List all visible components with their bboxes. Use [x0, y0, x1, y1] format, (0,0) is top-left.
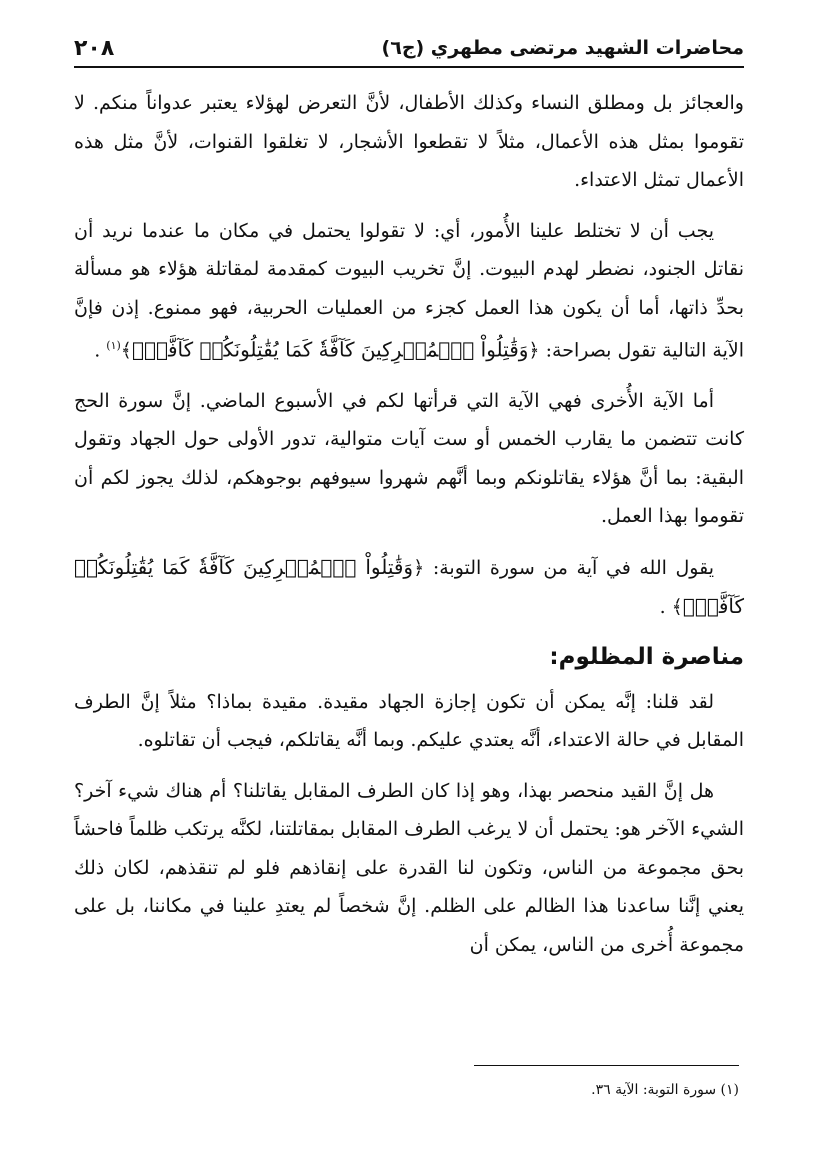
quran-bracket-close: ﴾ — [120, 339, 132, 362]
paragraph-5: لقد قلنا: إنَّه يمكن أن تكون إجازة الجهاد مقيدة. مقيدة بماذا؟ مثلاً إنَّ الطرف المقابل في حالة الاعتداء، أنَّه يعتدي عليكم. وبما أنَّه يقاتلكم، فيجب أن تقاتلوه. — [74, 690, 744, 752]
footnote: (١) سورة التوبة: الآية ٣٦. — [591, 1082, 739, 1098]
quran-verse: وَقَٰتِلُواْ ٱلۡمُشۡرِكِينَ كَآفَّةٗ كَمَا يُقَٰتِلُونَكُمۡ كَآفَّةٗۚ — [131, 337, 529, 362]
quran-verse-2: وَقَٰتِلُواْ ٱلۡمُشۡرِكِينَ كَآفَّةٗ كَمَا يُقَٰتِلُونَكُمۡ كَآفَّةٗۚ — [74, 554, 744, 619]
page-header — [74, 30, 744, 68]
paragraph-2 — [74, 212, 744, 370]
paragraph-3: أما الآية الأُخرى فهي الآية التي قرأتها لكم في الأسبوع الماضي. إنَّ سورة الحج كانت تتضمن ما يقارب الخمس أو ست آيات متوالية، تدور الأولى حول الجهاد وتقول البقية: بما أنَّ هؤلاء يقاتلونكم وبما أنَّهم شهروا سيوفهم بوجوهكم، لذلك يجوز لكم أن تقوموا بهذا العمل. — [74, 389, 744, 528]
paragraph-4-text: يقول الله في آية من سورة التوبة: — [432, 556, 714, 579]
footnote-divider — [474, 1065, 739, 1066]
body-text — [74, 84, 744, 976]
quran-bracket-close-2: ﴾ — [671, 596, 683, 619]
paragraph-1: والعجائز بل ومطلق النساء وكذلك الأطفال، لأنَّ التعرض لهؤلاء يعتبر عدواناً منكم. لا تقوموا بمثل هذه الأعمال، مثلاً لا تقطعوا الأشجار، لا تغلقوا القنوات، لأنَّ مثل هذه الأعمال تمثل الاعتداء. — [74, 92, 744, 191]
page-number: ٢٠٨ — [74, 35, 115, 61]
section-heading: مناصرة المظلوم: — [549, 643, 744, 670]
footnote-marker: (١) — [106, 339, 121, 352]
quran-bracket-open: ﴿ — [528, 339, 540, 362]
quran-bracket-open-2: ﴿ — [413, 556, 425, 579]
period-2: . — [659, 596, 666, 619]
paragraph-4 — [74, 548, 744, 627]
paragraph-6: هل إنَّ القيد منحصر بهذا، وهو إذا كان الطرف المقابل يقاتلنا؟ أم هناك شيء آخر؟ الشيء الآخر هو: يحتمل أن لا يرغب الطرف المقابل بمقاتلتنا، لكنَّه يرتكب ظلماً فاحشاً بحق مجموعة من الناس، وتكون لنا القدرة على إنقاذهم فلو لم تنقذهم، لكان ذلك يعني إنَّنا ساعدنا هذا الظالم على الظلم. إنَّ شخصاً لم يعتدِ علينا في مكاننا، بل على مجموعة أُخرى من الناس، يمكن أن — [74, 779, 744, 956]
paragraph-2-text: يجب أن لا تختلط علينا الأُمور، أي: لا تقولوا يحتمل في مكان ما عندما نريد أن نقاتل الجنود، نضطر لهدم البيوت. إنَّ تخريب البيوت كمقدمة لمقاتلة هؤلاء هو مسألة بحدِّ ذاتها، أما أن يكون هذا العمل كجزء من العمليات الحربية، فهو ممنوع. إذن فإنَّ الآية التالية تقول بصراحة: — [74, 219, 744, 362]
period: . — [94, 339, 101, 362]
running-title: محاضرات الشهيد مرتضى مطهري (ج٦) — [381, 37, 744, 59]
